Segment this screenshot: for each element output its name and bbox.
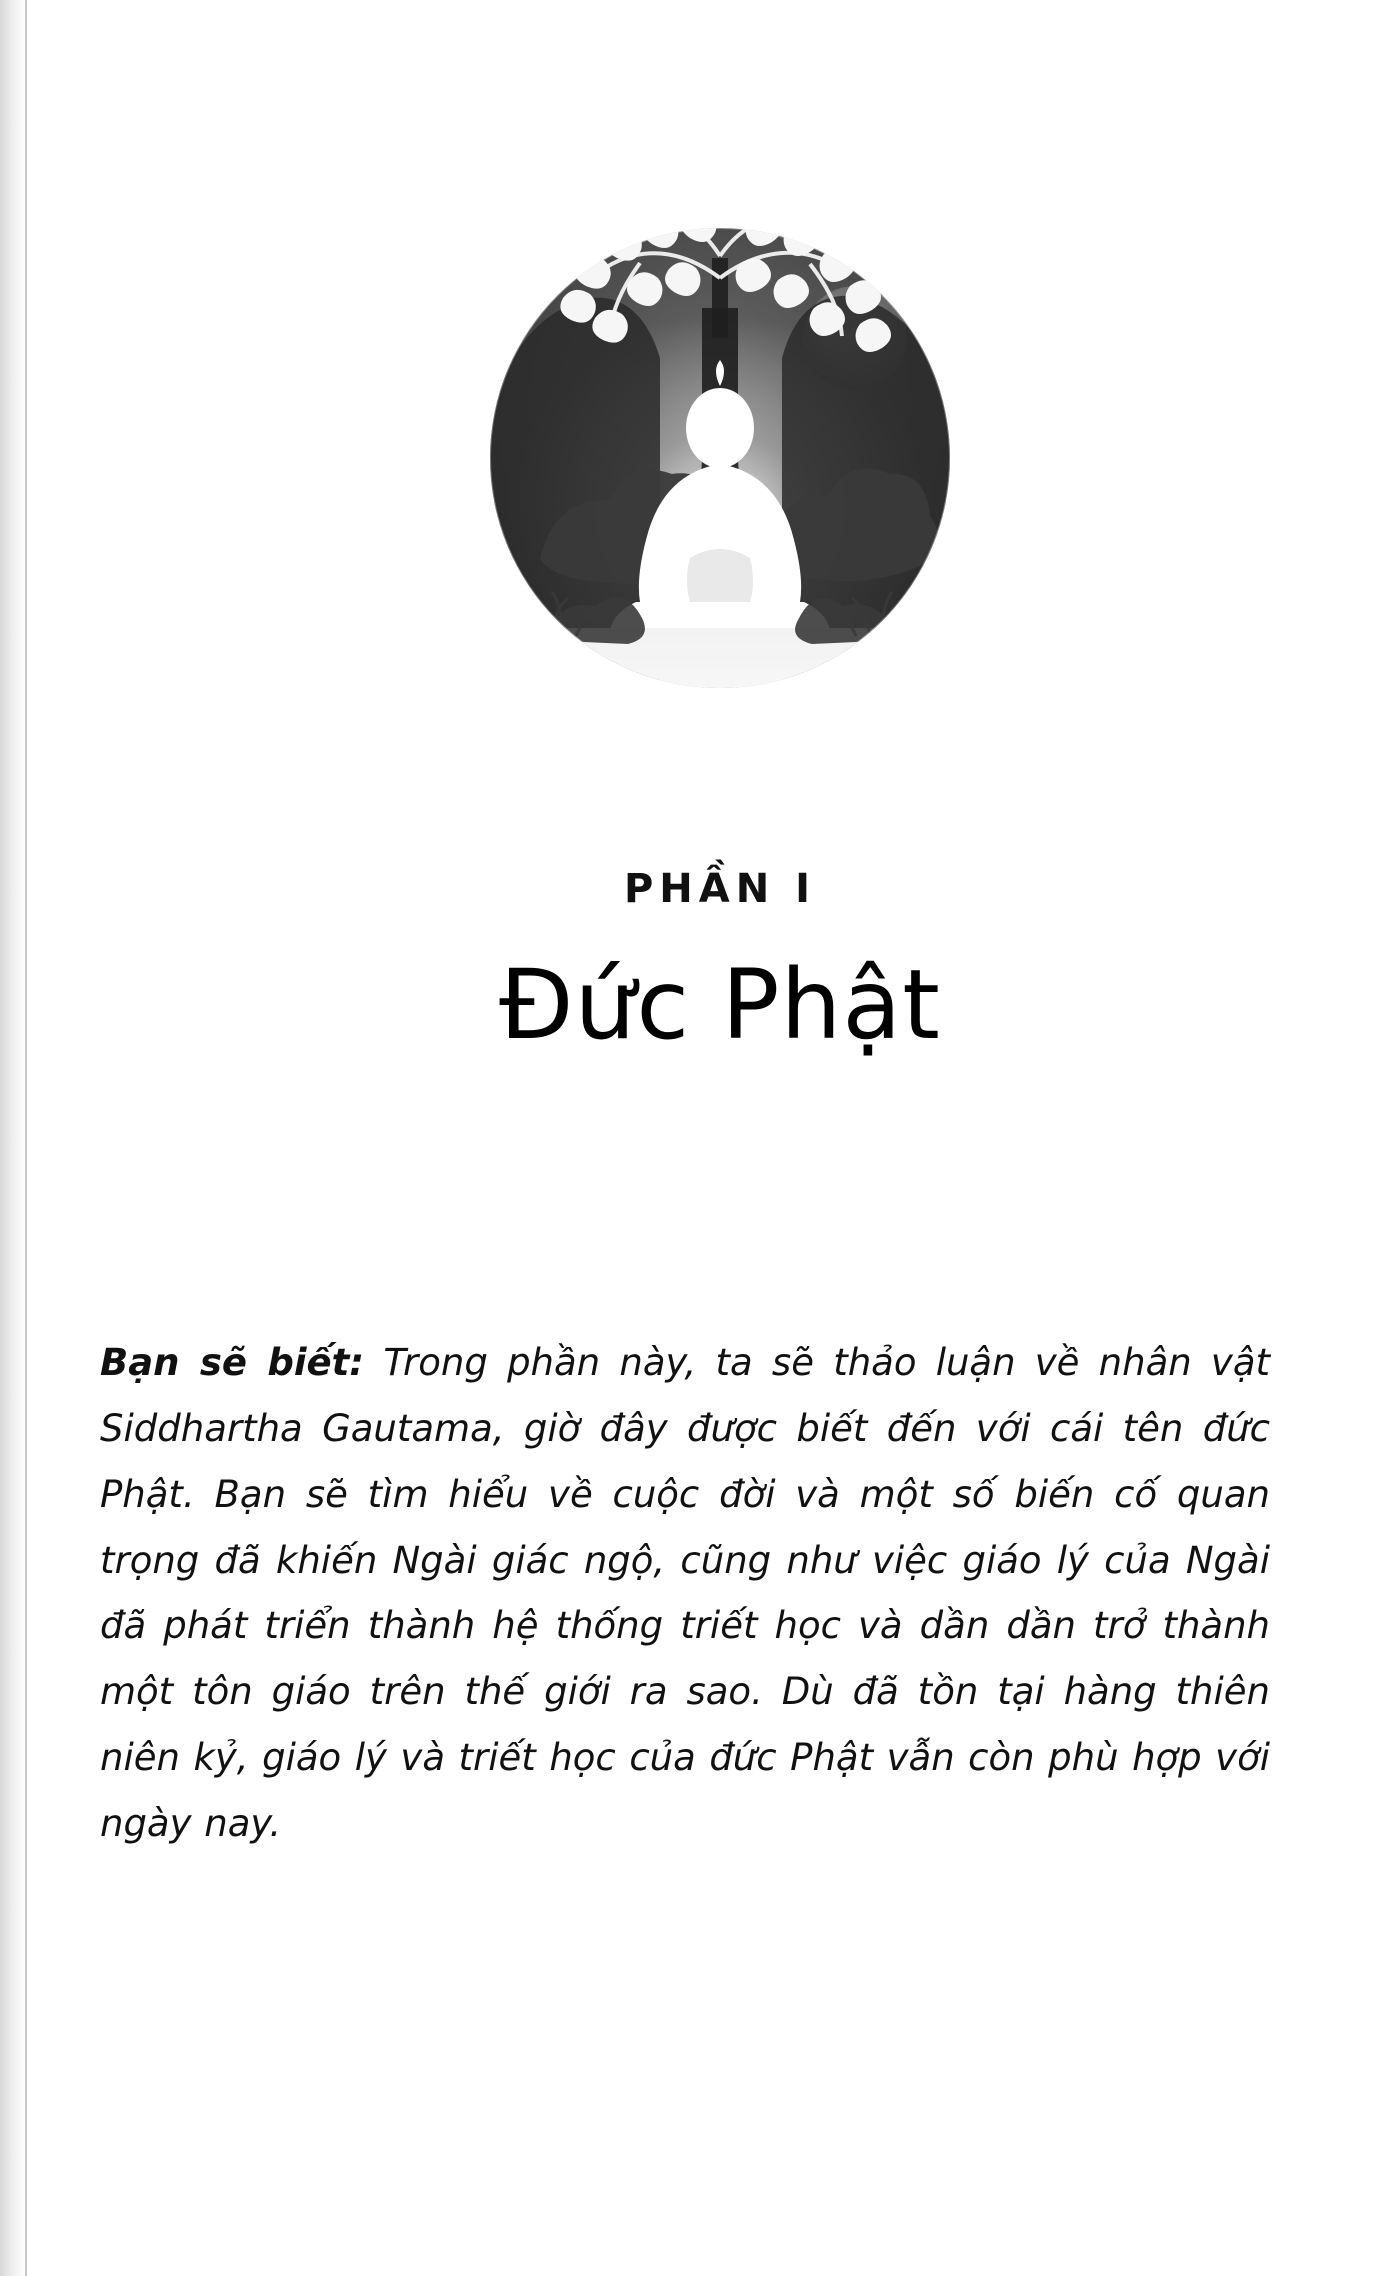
page-content [70, 0, 1370, 2276]
part-label: PHẦN I [623, 866, 817, 912]
page-gutter-shadow [0, 0, 26, 2276]
intro-paragraph [100, 1330, 1270, 1857]
lead-in-label: Bạn sẽ biết: [100, 1341, 365, 1384]
buddha-under-bodhi-tree-circle-icon [390, 128, 1050, 788]
body-block [100, 1330, 1270, 1857]
page-gutter-line [25, 0, 27, 2276]
page-title: Đức Phật [499, 949, 941, 1061]
intro-paragraph-text: Trong phần này, ta sẽ thảo luận về nhân vật Siddhartha Gautama, giờ đây được biết đến với cái tên đức Phật. Bạn sẽ tìm hiểu về cuộc đời và một số biến cố quan trọng đã khiến Ngài giác ngộ, cũng như việc giáo lý của Ngài đã phát triển thành hệ thống triết học và dần dần trở thành một tôn giáo trên thế giới ra sao. Dù đã tồn tại hàng thiên niên kỷ, giáo lý và triết học của đức Phật vẫn còn phù hợp với ngày nay. [100, 1341, 1271, 1846]
